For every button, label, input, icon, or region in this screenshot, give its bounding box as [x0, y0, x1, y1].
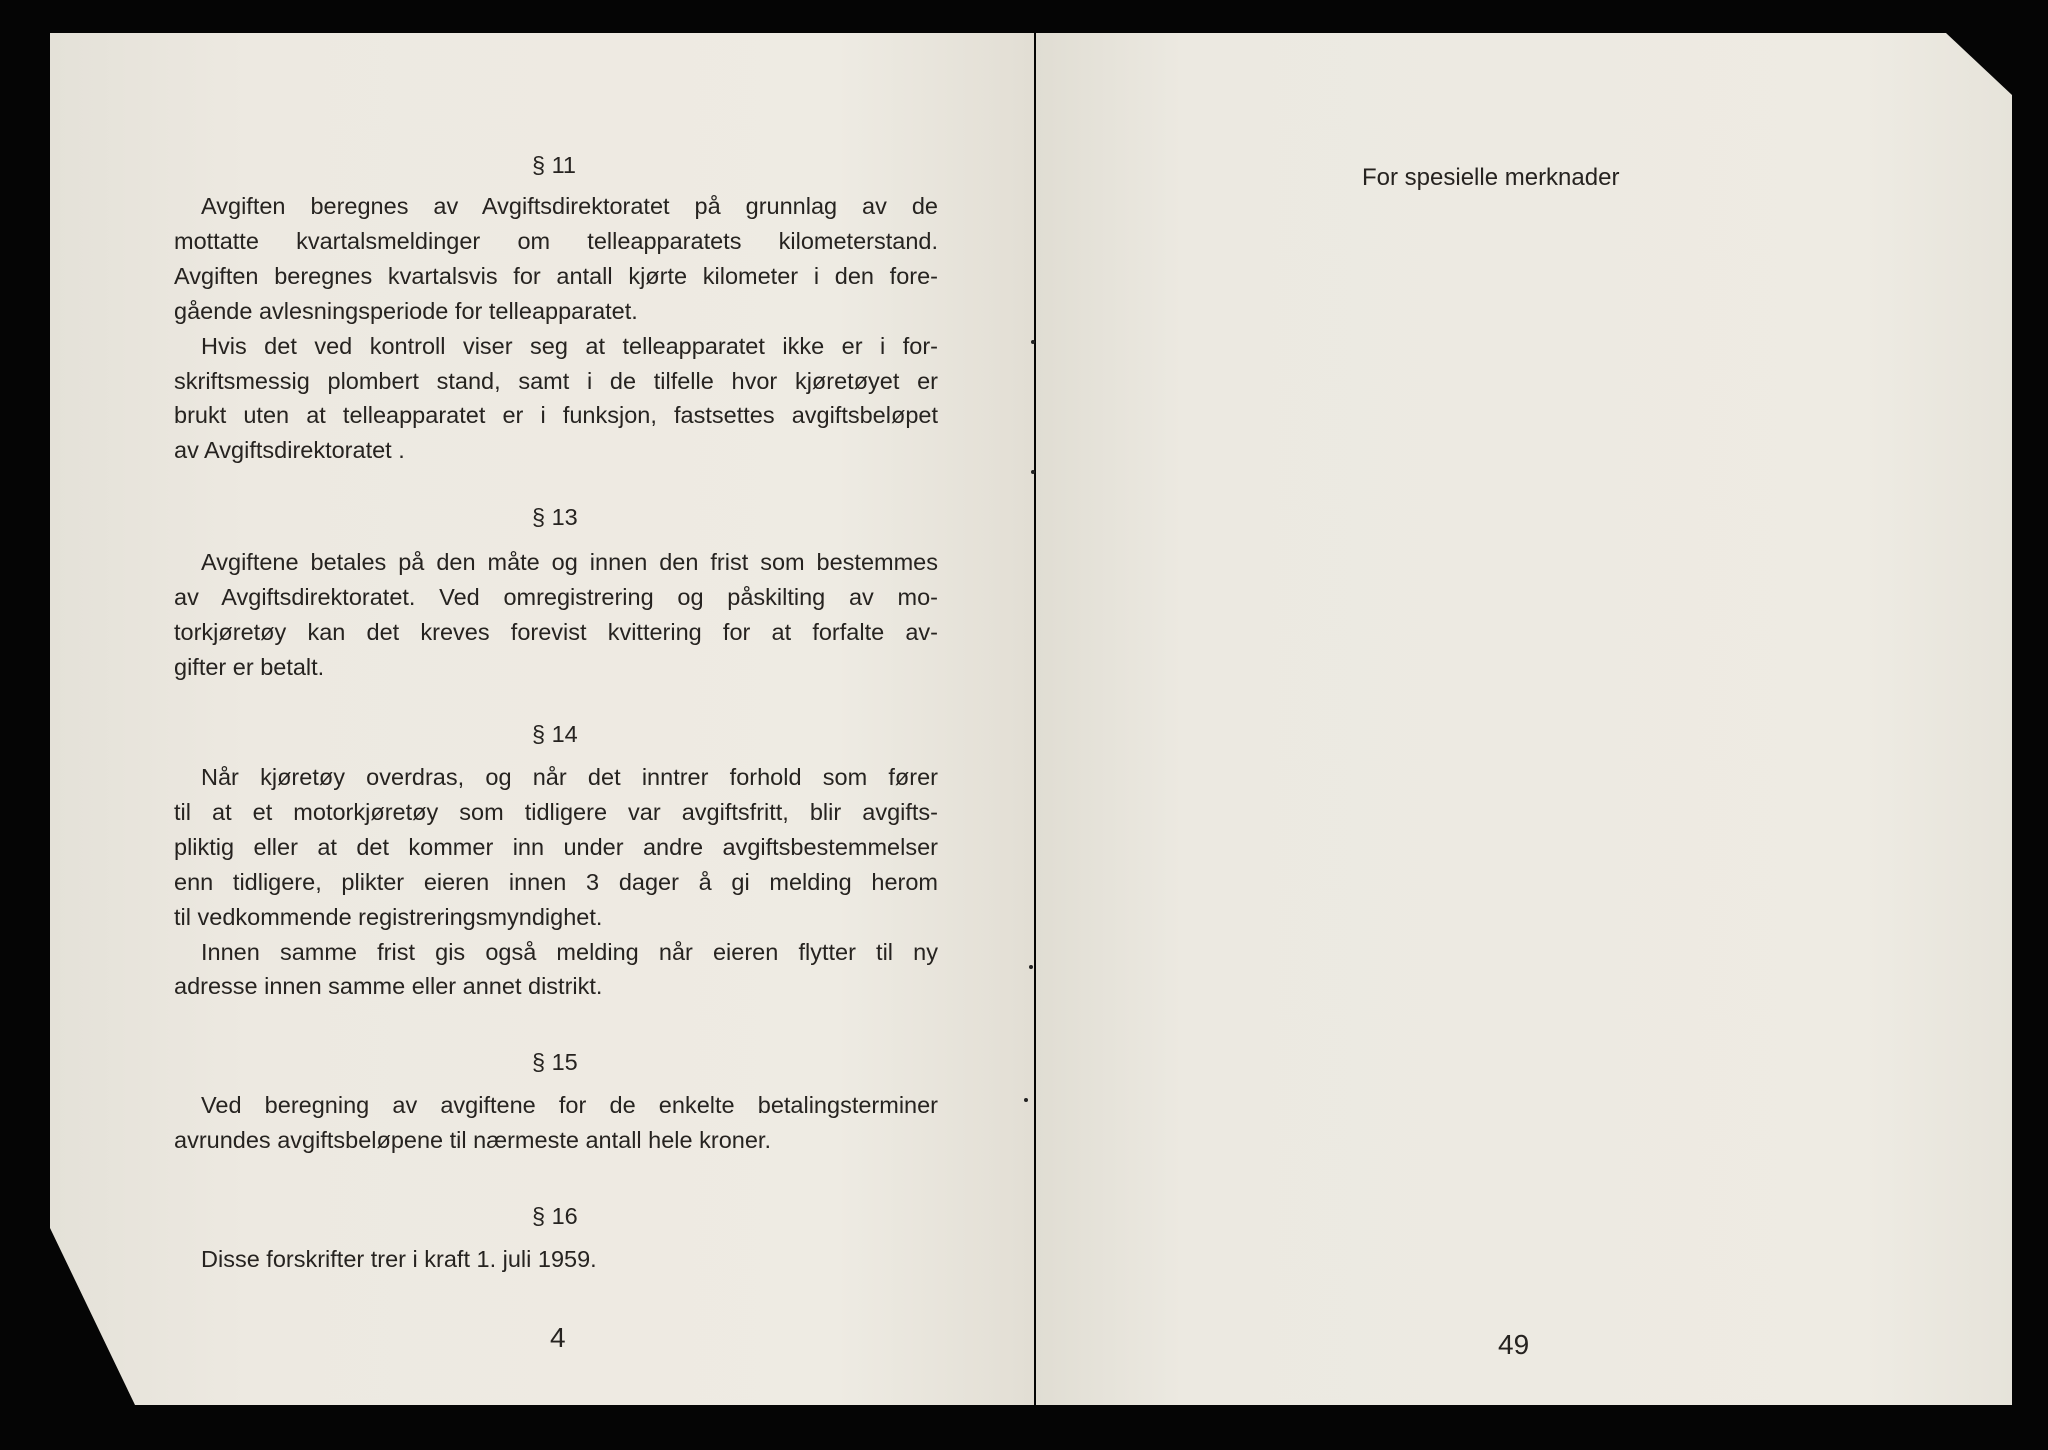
text-line: gående avlesningsperiode for telleapparatet.: [174, 297, 638, 324]
binding-mark: [1031, 340, 1035, 344]
section-heading: § 11: [532, 152, 576, 178]
text-line: avrundes avgiftsbeløpene til nærmeste antall hele kroner.: [174, 1126, 771, 1153]
text-line: torkjøretøy kan det kreves forevist kvittering for at forfalte av-: [174, 618, 938, 645]
section-heading: § 15: [532, 1049, 578, 1075]
binding-mark: [1024, 1098, 1028, 1102]
text-line: gifter er betalt.: [174, 653, 325, 680]
text-line: adresse innen samme eller annet distrikt.: [174, 973, 603, 1000]
section-heading: § 16: [532, 1203, 578, 1229]
text-line: Ved beregning av avgiftene for de enkelte betalingsterminer: [201, 1092, 938, 1118]
text-line: enn tidligere, plikter eieren innen 3 dager å gi melding herom: [174, 868, 938, 895]
text-line: brukt uten at telleapparatet er i funksjon, fastsettes avgiftsbeløpet: [174, 402, 938, 429]
right-page-heading: For spesielle merknader: [1362, 164, 1620, 191]
right-page: [1036, 33, 2012, 1405]
left-page-number: 4: [550, 1322, 566, 1353]
text-line: av Avgiftsdirektoratet .: [174, 437, 405, 464]
text-line: pliktig eller at det kommer inn under andre avgiftsbestemmelser: [174, 833, 938, 860]
text-line: Avgiften beregnes kvartalsvis for antall kjørte kilometer i den fore-: [174, 262, 938, 289]
text-line: skriftsmessig plombert stand, samt i de tilfelle hvor kjøretøyet er: [174, 367, 938, 394]
section-heading: § 14: [532, 721, 578, 747]
text-line: Når kjøretøy overdras, og når det inntrer forhold som fører: [201, 764, 938, 790]
text-line: til at et motorkjøretøy som tidligere var avgiftsfritt, blir avgifts-: [174, 798, 938, 825]
text-line: Innen samme frist gis også melding når eieren flytter til ny: [201, 938, 938, 965]
text-line: Avgiftene betales på den måte og innen den frist som bestemmes: [201, 549, 938, 575]
binding-mark: [1029, 965, 1033, 969]
text-line: Avgiften beregnes av Avgiftsdirektoratet på grunnlag av de: [201, 193, 938, 219]
binding-mark: [1031, 470, 1035, 474]
text-line: Hvis det ved kontroll viser seg at telleapparatet ikke er i for-: [201, 332, 938, 359]
text-line: Disse forskrifter trer i kraft 1. juli 1959.: [201, 1246, 597, 1272]
right-page-number: 49: [1498, 1329, 1530, 1360]
text-line: mottatte kvartalsmeldinger om telleapparatets kilometerstand.: [174, 227, 938, 254]
text-line: til vedkommende registreringsmyndighet.: [174, 903, 603, 930]
text-line: av Avgiftsdirektoratet. Ved omregistrering og påskilting av mo-: [174, 583, 938, 610]
section-heading: § 13: [532, 504, 578, 530]
